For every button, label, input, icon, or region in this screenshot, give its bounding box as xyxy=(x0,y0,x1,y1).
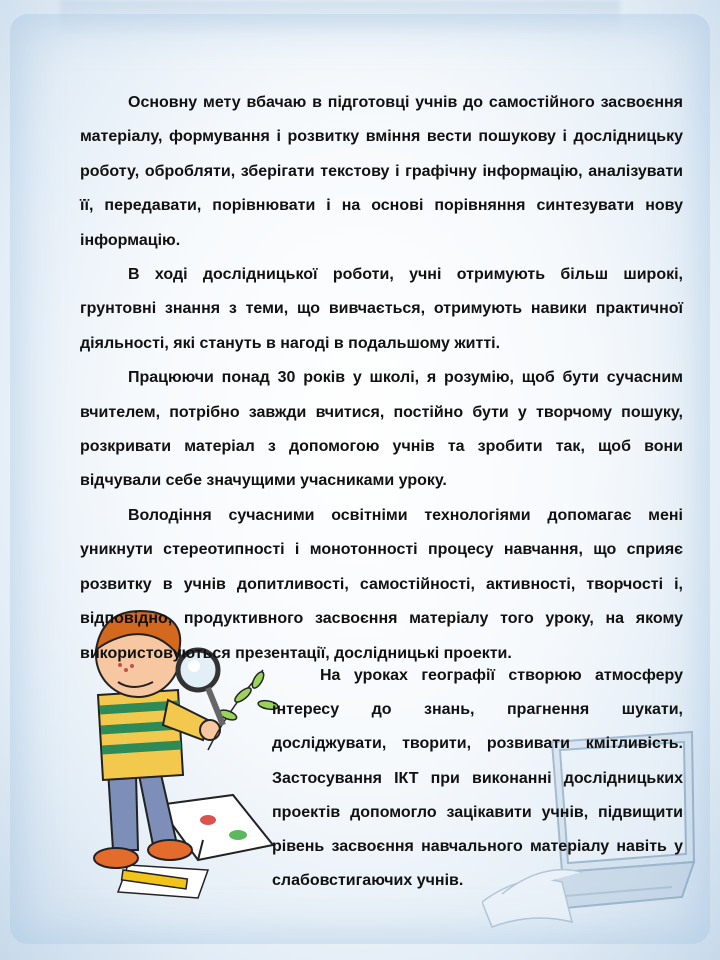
paragraph-2: В ході дослідницької роботи, учні отримують більш широкі, грунтовні знання з теми, що вивчається, отримують навики практичної діяльності, які стануть в нагоді в подальшому житті. xyxy=(80,266,683,352)
main-text xyxy=(80,86,683,671)
decorative-streak xyxy=(60,0,620,34)
paragraph-4: Володіння сучасними освітніми технологіями допомагає мені уникнути стереотипності і монотонності процесу навчання, що сприяє розвитку в учнів допитливості, самостійності, активності, творчості і, відповідно, продуктивного засвоєння матеріалу того уроку, на якому використовуються презентації, дослідницькі проекти. xyxy=(80,506,683,662)
paragraph-5: На уроках географії створюю атмосферу інтересу до знань, прагнення шукати, досліджувати, творити, розвивати кмітливість. Застосування ІКТ при виконанні дослідницьких проектів допомогло зацікавити учнів, підвищити рівень засвоєння навчального матеріалу навіть у слабовстигаючих учнів. xyxy=(272,667,683,890)
pencil-icon xyxy=(118,865,208,898)
paragraph-1: Основну мету вбачаю в підготовці учнів до самостійного засвоєння матеріалу, формування і розвитку вміння вести пошукову і дослідницьку роботу, обробляти, зберігати текстову і графічну інформацію, аналізувати її, передавати, порівнювати і на основі порівняння синтезувати нову інформацію. xyxy=(80,94,683,249)
paragraph-3: Працюючи понад 30 років у школі, я розумію, щоб бути сучасним вчителем, потрібно завжди вчитися, постійно бути у творчому пошуку, розкривати матеріал з допомогою учнів та зробити так, щоб вони відчували себе значущими учасниками уроку. xyxy=(80,369,683,490)
